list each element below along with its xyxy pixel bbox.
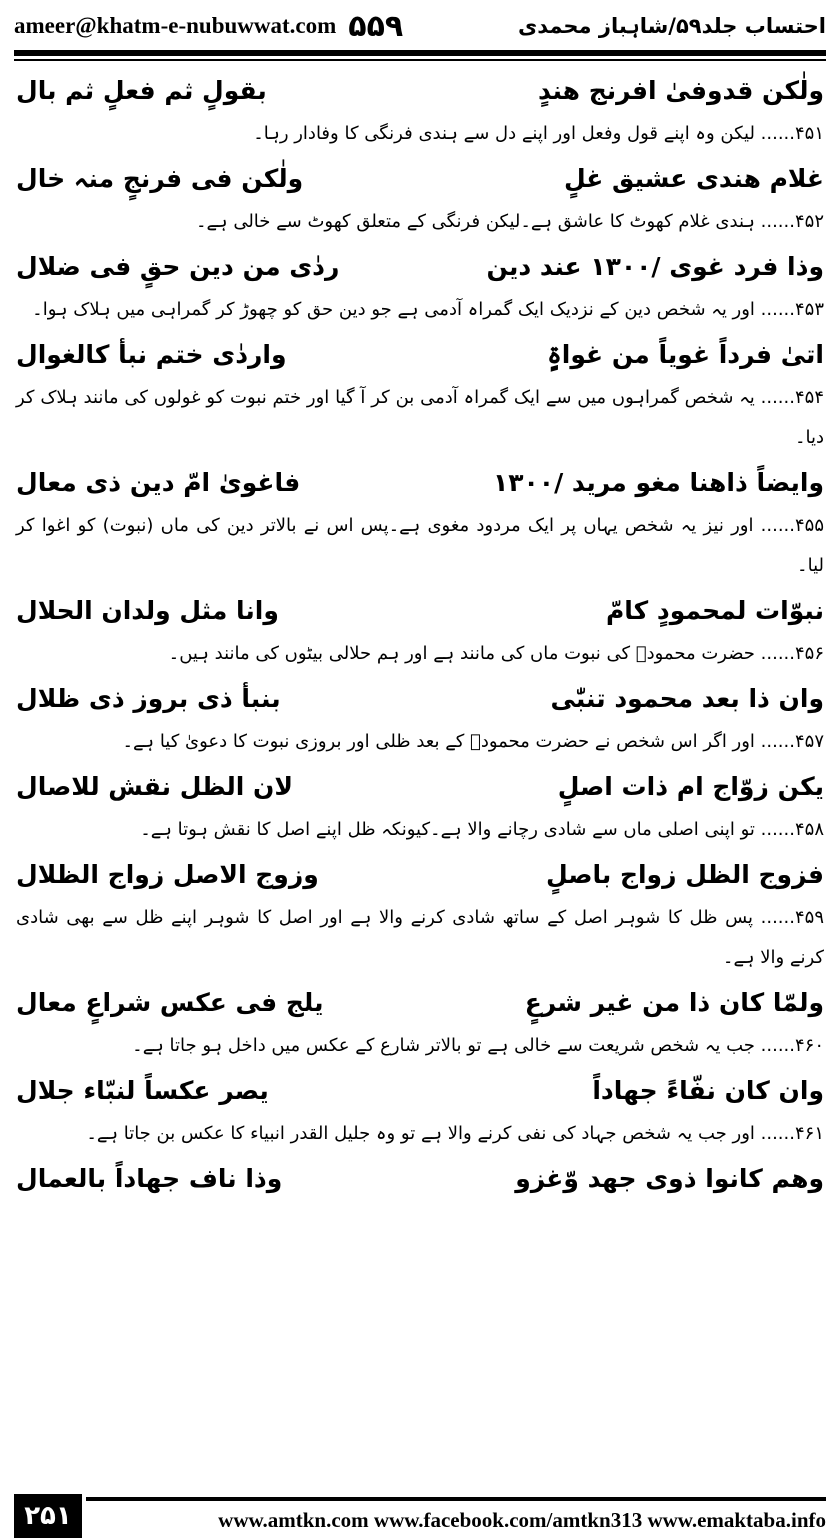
verse-line [16, 1066, 824, 1114]
verse-entry [16, 586, 824, 674]
verse-right-hemistich: وان کان نفّاءً جھاداً [592, 1075, 824, 1105]
verse-line [16, 458, 824, 506]
footer-rule [86, 1497, 826, 1501]
translation-line: ۴۵۴...... یہ شخص گمراہوں میں سے ایک گمراہ آدمی بن کر آ گیا اور ختم نبوت کو غولوں کی مانند ہلاک کر دیا۔ [16, 387, 824, 448]
verse-line [16, 66, 824, 114]
verse-entry [16, 674, 824, 762]
verse-left-hemistich: بنبأ ذی بروز ذی ظلال [16, 683, 281, 713]
translation-line: ۴۵۲...... ہندی غلام کھوٹ کا عاشق ہے۔لیکن فرنگی کے متعلق کھوٹ سے خالی ہے۔ [195, 211, 824, 232]
verse-left-hemistich: یلج فی عکس شراعٍ معال [16, 987, 324, 1017]
header-left [14, 9, 403, 44]
verse-entry [16, 242, 824, 330]
verse-right-hemistich: اتیٰ فرداً غویاً من غواۃٍ [547, 339, 824, 369]
verse-left-hemistich: لان الظل نقش للاصال [16, 771, 294, 801]
verse-entry [16, 1154, 824, 1202]
translation-line: ۴۵۱...... لیکن وہ اپنے قول وفعل اور اپنے دل سے ہندی فرنگی کا وفادار رہا۔ [253, 123, 824, 144]
verse-right-hemistich: نبوّات لمحمودٍ کامّ [605, 595, 824, 625]
verse-left-hemistich: بقولٍ ثم فعلٍ ثم بال [16, 75, 267, 105]
verse-right-hemistich: غلام ھندی عشیق غلٍ [563, 163, 824, 193]
header-email: ameer@khatm-e-nubuwwat.com [14, 13, 337, 38]
verse-left-hemistich: فاغویٰ امّ دین ذی معال [16, 467, 301, 497]
verse-right-hemistich: وھم کانوا ذوی جھد وّغزو [515, 1163, 824, 1193]
verse-left-hemistich: وذا ناف جھاداً بالعمال [16, 1163, 283, 1193]
verse-right-hemistich: وان ذا بعد محمود تنبّٰی [550, 683, 824, 713]
verse-line [16, 1154, 824, 1202]
translation-line: ۴۶۱...... اور جب یہ شخص جہاد کی نفی کرنے والا ہے تو وہ جلیل القدر انبیاء کا عکس بن جاتا ہے۔ [86, 1123, 824, 1144]
verse-entry [16, 850, 824, 978]
translation-line: ۴۵۳...... اور یہ شخص دین کے نزدیک ایک گمراہ آدمی ہے جو دین حق کو چھوڑ کر گمراہی میں ہلاک ہوا۔ [32, 299, 824, 320]
verse-line [16, 850, 824, 898]
footer-links: www.amtkn.com www.facebook.com/amtkn313 www.emaktaba.info [218, 1507, 826, 1532]
translation-line: ۴۵۸...... تو اپنی اصلی ماں سے شادی رچانے والا ہے۔کیونکہ ظل اپنے اصل کا نقش ہوتا ہے۔ [140, 819, 824, 840]
header-rule-thin [14, 59, 826, 61]
verse-right-hemistich: فزوج الظل زواج باصلٍ [546, 859, 824, 889]
verse-line [16, 762, 824, 810]
header-title: احتساب جلد۵۹/شاہباز محمدی [517, 14, 826, 38]
verse-line [16, 242, 824, 290]
verse-entry [16, 458, 824, 586]
verse-left-hemistich: یصر عکساً لنبّاء جلال [16, 1075, 269, 1105]
verse-left-hemistich: وزوج الاصل زواج الظلال [16, 859, 319, 889]
verse-left-hemistich: واردٰی ختم نبأ کالغوال [16, 339, 287, 369]
verse-left-hemistich: ولٰکن فی فرنجٍ منہ خال [16, 163, 304, 193]
verse-right-hemistich: وایضاً ذاھنا مغو مرید /۱۳۰۰ [493, 467, 824, 497]
verse-line [16, 674, 824, 722]
verse-right-hemistich: یکن زوّاج ام ذات اصلٍ [557, 771, 824, 801]
verse-right-hemistich: ولمّا کان ذا من غیر شرعٍ [524, 987, 824, 1017]
verse-right-hemistich: ولٰکن قدوفیٰ افرنج ھندٍ [538, 75, 824, 105]
verse-entry [16, 1066, 824, 1154]
verse-entry [16, 330, 824, 458]
verse-entry [16, 978, 824, 1066]
verse-entry [16, 154, 824, 242]
translation-line: ۴۵۶...... حضرت محمودؒ کی نبوت ماں کی مانند ہے اور ہم حلالی بیٹوں کی مانند ہیں۔ [168, 643, 824, 664]
verse-line [16, 978, 824, 1026]
verse-left-hemistich: ردٰی من دین حقٍ فی ضلال [16, 251, 340, 281]
verse-line [16, 154, 824, 202]
page-header [14, 4, 826, 48]
footer-page-number: ۲۵۱ [14, 1494, 82, 1538]
header-page-number: ۵۵۹ [348, 8, 404, 44]
translation-line: ۴۵۹...... پس ظل کا شوہر اصل کے ساتھ شادی کرنے والا ہے اور اصل کا شوہر اپنے ظل سے بھی شادی کرنے والا ہے۔ [16, 907, 824, 968]
translation-line: ۴۶۰...... جب یہ شخص شریعت سے خالی ہے تو بالاتر شارع کے عکس میں داخل ہو جاتا ہے۔ [132, 1035, 824, 1056]
verse-line [16, 330, 824, 378]
page-footer [14, 1494, 826, 1538]
verse-right-hemistich: وذا فرد غوی /۱۳۰۰ عند دین [486, 251, 824, 281]
header-rule-thick [14, 50, 826, 56]
verse-entry [16, 66, 824, 154]
verse-entry [16, 762, 824, 850]
verse-left-hemistich: وانا مثل ولدان الحلال [16, 595, 279, 625]
translation-line: ۴۵۵...... اور نیز یہ شخص یہاں پر ایک مردود مغوی ہے۔پس اس نے بالاتر دین کی ماں (نبوت) کو اغوا کر لیا۔ [16, 515, 824, 576]
verse-line [16, 586, 824, 634]
poem-body [16, 66, 824, 1202]
translation-line: ۴۵۷...... اور اگر اس شخص نے حضرت محمودؒ کے بعد ظلی اور بروزی نبوت کا دعویٰ کیا ہے۔ [122, 731, 824, 752]
